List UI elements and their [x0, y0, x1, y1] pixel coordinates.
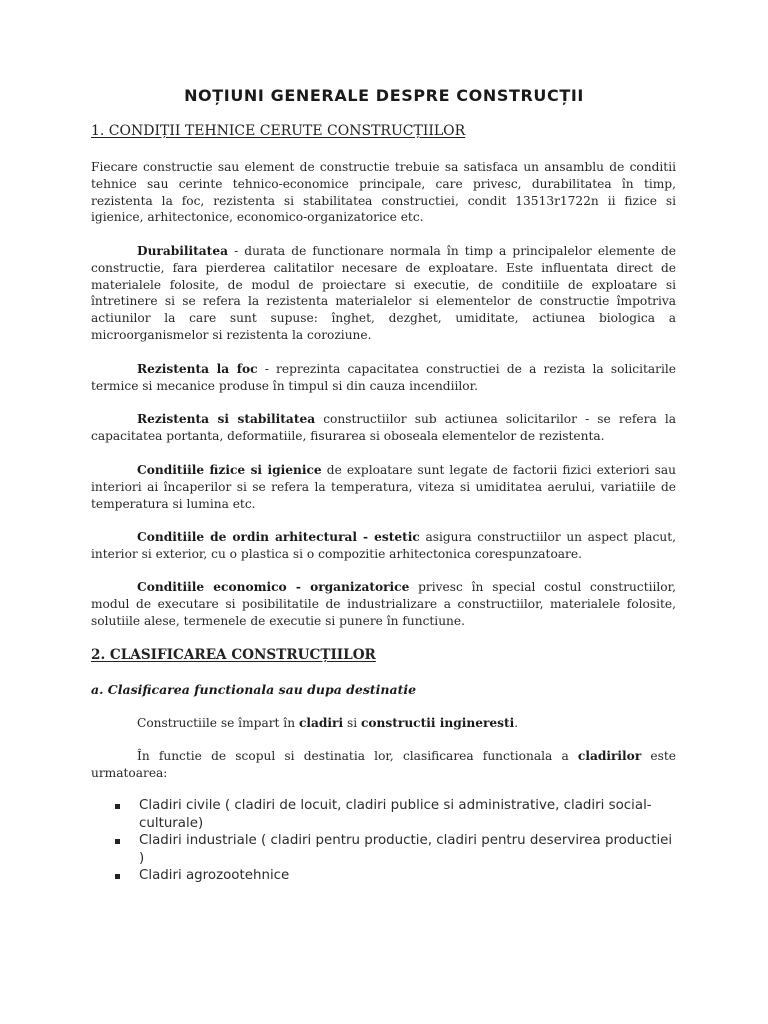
list-item-text: Cladiri agrozootehnice	[139, 868, 290, 884]
paragraph-durabilitatea	[91, 243, 676, 344]
section-1-intro: Fiecare constructie sau element de constructie trebuie sa satisfaca un ansamblu de conditii tehnice sau cerinte tehnico-economice principale, care privesc, durabilitatea în timp, rezistenta la foc, rezistenta si stabilitatea constructiei, condit 13513r1722n ii fizice si igienice, arhitectonice, economico-organizatorice etc.	[91, 160, 676, 225]
term-durabilitatea: Durabilitatea	[137, 244, 228, 258]
impartire-text-1: Constructiile se împart în	[137, 716, 299, 730]
text-rezistenta-stabilitatea: constructiilor sub actiunea solicitarilor - se refera la capacitatea portanta, deformatiile, fisurarea si oboseala elementelor de rezistenta.	[91, 412, 676, 443]
section-2-heading: 2. CLASIFICAREA CONSTRUCȚIILOR	[91, 647, 376, 663]
list-item-text: Cladiri civile ( cladiri de locuit, cladiri publice si administrative, cladiri social-culturale)	[139, 798, 652, 831]
list-item-text: Cladiri industriale ( cladiri pentru productie, cladiri pentru deservirea productiei )	[139, 833, 673, 866]
term-constructii-ingineresti: constructii ingineresti	[361, 716, 515, 730]
section-1-heading: 1. CONDIȚII TEHNICE CERUTE CONSTRUCȚIILOR	[91, 123, 466, 139]
text-rezistenta-foc: - reprezinta capacitatea constructiei de a rezista la solicitarile termice si mecanice produse în timpul si din cauza incendiilor.	[91, 362, 676, 393]
term-rezistenta-foc: Rezistenta la foc	[137, 362, 258, 376]
list-item	[91, 867, 676, 885]
square-bullet-icon	[115, 804, 120, 809]
term-cladirilor: cladirilor	[577, 749, 642, 763]
square-bullet-icon	[115, 874, 120, 879]
list-item	[91, 797, 676, 832]
paragraph-rezistenta-foc	[91, 361, 676, 395]
clasificare-text-1: În functie de scopul si destinatia lor, clasificarea functionala a	[137, 749, 578, 763]
paragraph-conditii-fizice	[91, 462, 676, 512]
term-rezistenta-stabilitatea: Rezistenta si stabilitatea	[137, 412, 316, 426]
list-item	[91, 832, 676, 867]
text-durabilitatea: - durata de functionare normala în timp a principalelor elemente de constructie, fara pierderea calitatilor necesare de exploatare. Este influentata direct de materialele folosite, de modul de proiectare si executie, de conditiile de exploatare si întretinere si se refera la rezistenta materialelor si elementelor de constructie împotriva actiunilor la care sunt supuse: înghet, dezghet, umiditate, actiunea biologica a microorganismelor si rezistenta la coroziune.	[91, 244, 676, 342]
term-conditii-fizice: Conditiile fizice si igienice	[137, 463, 322, 477]
impartire-text-3: .	[514, 716, 519, 730]
clasificare-text-2: este urmatoarea:	[91, 749, 677, 780]
section-2-subheading: a. Clasificarea functionala sau dupa destinatie	[91, 682, 417, 697]
text-conditii-economico: privesc în special costul constructiilor, modul de executare si posibilitatile de industrializare a constructiilor, materialele folosite, solutiile alese, termenele de executie si punere în functiune.	[91, 580, 676, 628]
impartire-text-2: si	[343, 716, 361, 730]
term-conditii-arhitectural: Conditiile de ordin arhitectural - estetic	[137, 530, 420, 544]
term-conditii-economico: Conditiile economico - organizatorice	[137, 580, 410, 594]
text-conditii-fizice: de exploatare sunt legate de factorii fizici exteriori sau interiori ai încaperilor si se refera la temperatura, viteza si umiditatea aerului, variatiile de temperatura si lumina etc.	[91, 463, 677, 511]
term-cladiri: cladiri	[298, 716, 344, 730]
paragraph-impartire	[91, 715, 676, 732]
building-types-list	[91, 797, 676, 885]
text-conditii-arhitectural: asigura constructiilor un aspect placut, interior si exterior, cu o plastica si o compozitie arhitectonica corespunzatoare.	[91, 530, 676, 561]
paragraph-rezistenta-stabilitatea	[91, 411, 676, 445]
paragraph-conditii-economico	[91, 579, 676, 629]
paragraph-conditii-arhitectural	[91, 529, 676, 563]
document-title: NOȚIUNI GENERALE DESPRE CONSTRUCȚII	[184, 86, 584, 105]
paragraph-clasificare-functionala	[91, 748, 676, 782]
square-bullet-icon	[115, 839, 120, 844]
